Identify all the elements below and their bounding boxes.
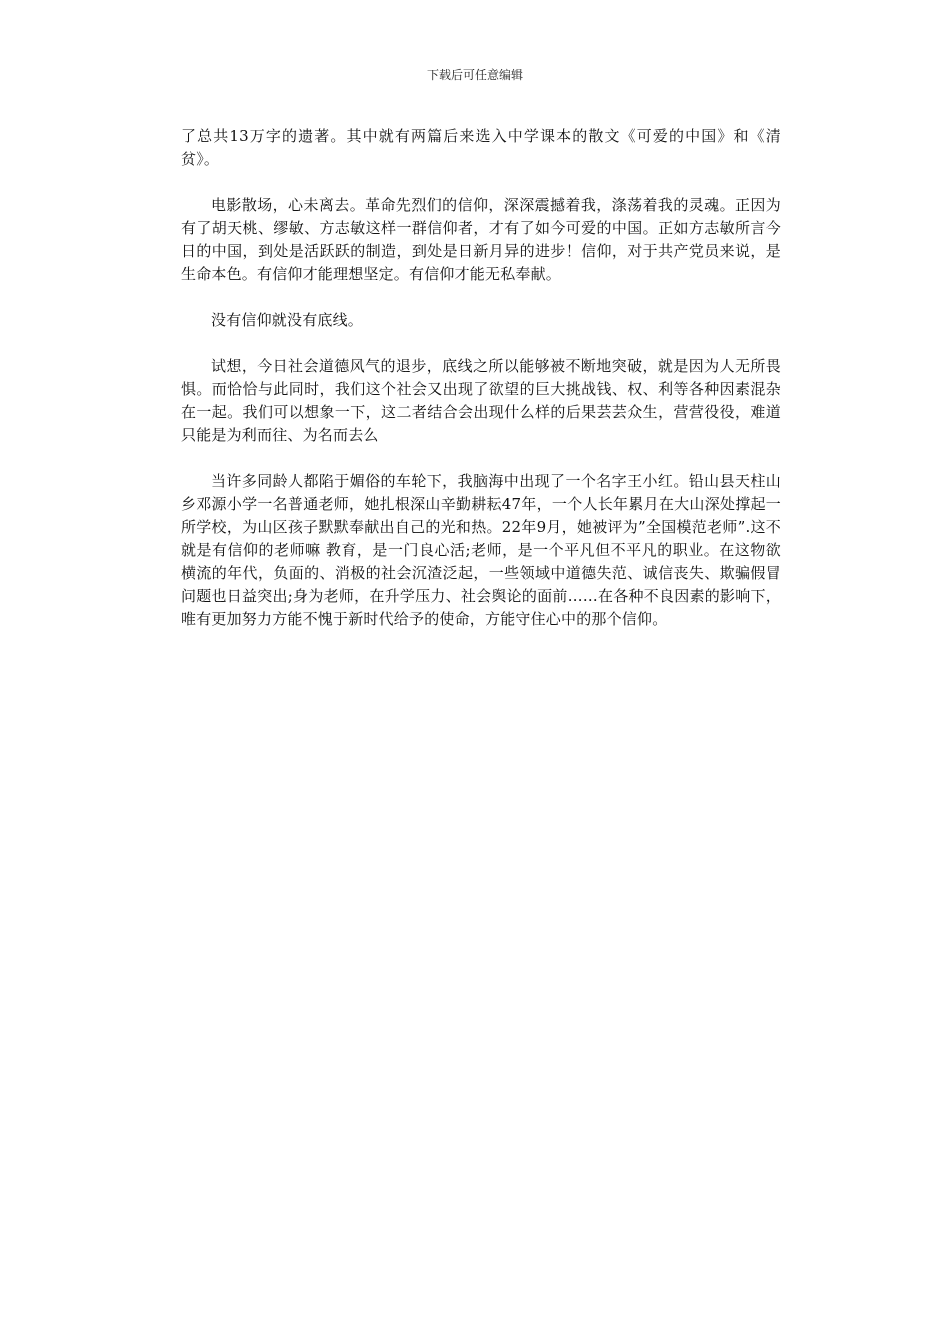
paragraph-4: 试想，今日社会道德风气的退步，底线之所以能够被不断地突破，就是因为人无所畏惧。而恰恰与此同时，我们这个社会又出现了欲望的巨大挑战钱、权、利等各种因素混杂在一起。我们可以想象一下，这二者结合会出现什么样的后果芸芸众生，营营役役，难道只能是为利而往、为名而去么 xyxy=(181,357,781,444)
paragraph-3: 没有信仰就没有底线。 xyxy=(211,311,364,329)
paragraph-1: 了总共13万字的遗著。其中就有两篇后来选入中学课本的散文《可爱的中国》和《清贫》。 xyxy=(181,127,781,168)
page-header: 下载后可任意编辑 xyxy=(426,68,523,82)
document-body xyxy=(181,125,781,654)
paragraph-2: 电影散场，心未离去。革命先烈们的信仰，深深震撼着我，涤荡着我的灵魂。正因为有了胡天桃、缪敏、方志敏这样一群信仰者，才有了如今可爱的中国。正如方志敏所言今日的中国，到处是活跃跃的制造，到处是日新月异的进步！信仰，对于共产党员来说，是生命本色。有信仰才能理想坚定。有信仰才能无私奉献。 xyxy=(181,196,781,283)
paragraph-5: 当许多同龄人都陷于媚俗的车轮下，我脑海中出现了一个名字王小红。铅山县天柱山乡邓源小学一名普通老师，她扎根深山辛勤耕耘47年，一个人长年累月在大山深处撑起一所学校，为山区孩子默默奉献出自己的光和热。22年9月，她被评为”全国模范老师”.这不就是有信仰的老师嘛 教育，是一门良心活;老师，是一个平凡但不平凡的职业。在这物欲横流的年代，负面的、消极的社会沉渣泛起，一些领域中道德失范、诚信丧失、欺骗假冒问题也日益突出;身为老师，在升学压力、社会舆论的面前……在各种不良因素的影响下，唯有更加努力方能不愧于新时代给予的使命，方能守住心中的那个信仰。 xyxy=(181,472,781,628)
